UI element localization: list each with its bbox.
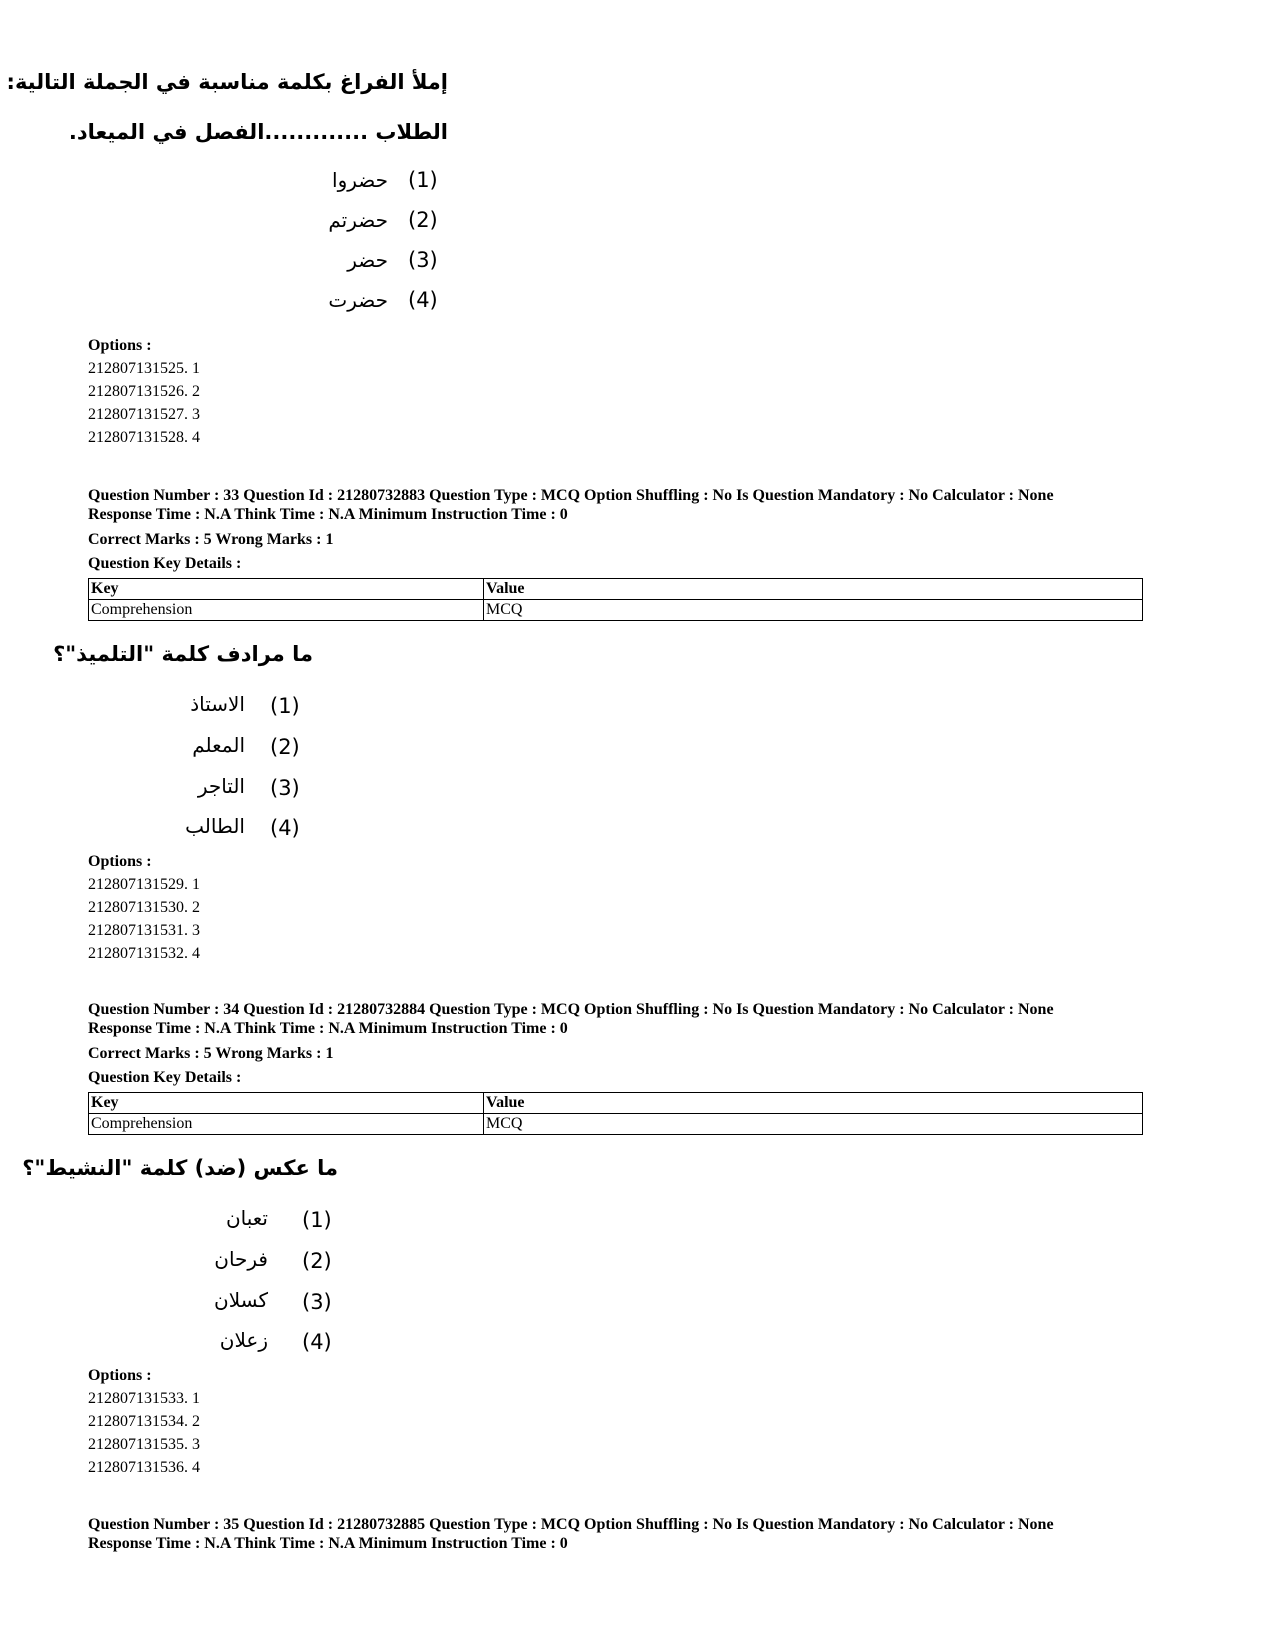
choice-text: التاجر [197,774,245,798]
choice-number: (1) [302,1208,332,1232]
question-meta-line: Response Time : N.A Think Time : N.A Minimum Instruction Time : 0 [88,1020,568,1037]
choice-text: الاستاذ [190,692,245,716]
options-label: Options : [88,337,152,354]
table-cell-value: MCQ [484,600,1143,621]
options-label: Options : [88,853,152,870]
question-key-table [88,1092,1143,1135]
question-33-image [53,638,313,848]
choice-number: (1) [408,168,438,192]
option-item: 212807131534. 2 [88,1413,200,1430]
question-32-image [6,65,448,330]
choice-number: (2) [270,735,300,759]
option-item: 212807131525. 1 [88,360,200,377]
question-key-details-label: Question Key Details : [88,555,242,572]
choice-text: حضر [347,248,388,272]
table-cell-value: MCQ [484,1114,1143,1135]
question-meta-line: Question Number : 33 Question Id : 21280732883 Question Type : MCQ Option Shuffling : No Is Question Mandatory : No Calculator : None [88,487,1054,504]
options-label: Options : [88,1367,152,1384]
option-item: 212807131536. 4 [88,1459,200,1476]
choice-number: (3) [302,1290,332,1314]
choice-text: فرحان [214,1247,268,1271]
choice-text: الطالب [185,814,245,838]
choice-text: المعلم [192,733,245,757]
question-stem-sentence: الطلاب .............الفصل في الميعاد. [68,120,448,144]
choice-number: (3) [270,776,300,800]
option-item: 212807131528. 4 [88,429,200,446]
option-item: 212807131533. 1 [88,1390,200,1407]
question-meta-line: Response Time : N.A Think Time : N.A Minimum Instruction Time : 0 [88,506,568,523]
choice-number: (1) [270,694,300,718]
option-item: 212807131532. 4 [88,945,200,962]
choice-number: (4) [270,816,300,840]
choice-number: (2) [302,1249,332,1273]
question-meta-line: Response Time : N.A Think Time : N.A Minimum Instruction Time : 0 [88,1535,568,1552]
question-meta-line: Question Number : 34 Question Id : 21280732884 Question Type : MCQ Option Shuffling : No Is Question Mandatory : No Calculator : None [88,1001,1054,1018]
option-item: 212807131526. 2 [88,383,200,400]
choice-text: حضرتم [328,208,388,232]
question-stem: ما عكس (ضد) كلمة "النشيط"؟ [22,1156,338,1180]
question-marks: Correct Marks : 5 Wrong Marks : 1 [88,531,334,548]
question-key-table [88,578,1143,621]
choice-number: (2) [408,208,438,232]
table-header-value: Value [484,579,1143,600]
option-item: 212807131527. 3 [88,406,200,423]
option-item: 212807131531. 3 [88,922,200,939]
table-header-value: Value [484,1093,1143,1114]
question-meta-line: Question Number : 35 Question Id : 21280732885 Question Type : MCQ Option Shuffling : No Is Question Mandatory : No Calculator : None [88,1516,1054,1533]
question-stem: ما مرادف كلمة "التلميذ"؟ [53,642,313,666]
question-key-details-label: Question Key Details : [88,1069,242,1086]
question-stem: إملأ الفراغ بكلمة مناسبة في الجملة التالية: [6,70,448,94]
choice-text: كسلان [214,1288,268,1312]
choice-text: حضروا [332,168,388,192]
question-marks: Correct Marks : 5 Wrong Marks : 1 [88,1045,334,1062]
table-header-key: Key [89,1093,484,1114]
choice-text: زعلان [219,1328,268,1352]
question-34-image [22,1152,338,1362]
choice-text: تعبان [225,1206,268,1230]
option-item: 212807131529. 1 [88,876,200,893]
option-item: 212807131530. 2 [88,899,200,916]
option-item: 212807131535. 3 [88,1436,200,1453]
choice-number: (4) [408,288,438,312]
choice-number: (3) [408,248,438,272]
table-cell-key: Comprehension [89,600,484,621]
choice-text: حضرت [328,288,388,312]
table-header-key: Key [89,579,484,600]
table-cell-key: Comprehension [89,1114,484,1135]
choice-number: (4) [302,1330,332,1354]
